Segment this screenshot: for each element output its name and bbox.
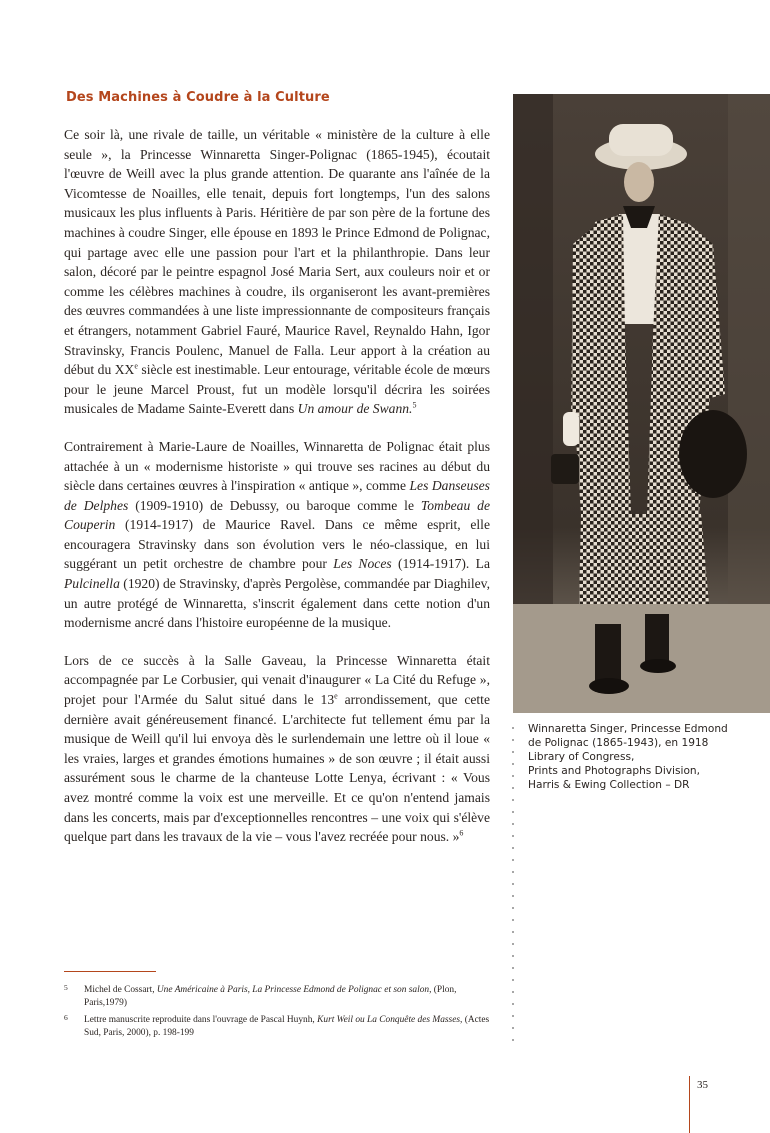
footnote-5: [64, 984, 490, 1010]
text-run: (1920) de Stravinsky, d'après Pergolèse, commandée par Diaghilev, un autre protégé de Winnaretta, s'inscrit également dans cette notion d'un modernisme ancré dans l'histoire européenne de la musique.: [64, 576, 490, 631]
footnote-divider: [64, 971, 156, 972]
portrait-illustration: [513, 94, 770, 713]
text-run: Michel de Cossart,: [84, 985, 157, 995]
footnote-6: [64, 1014, 490, 1040]
text-run: (1909-1910) de Debussy, ou baroque comme le: [128, 497, 421, 513]
page-number-rule: [689, 1076, 690, 1133]
book-title: Kurt Weil ou La Conquête des Masses,: [317, 1015, 463, 1025]
work-title: Les Noces: [333, 556, 392, 572]
text-run: (Actes Sud, Paris, 2000), p. 198-199: [84, 1015, 490, 1038]
text-run: arrondissement, que cette dernière avait généreusement financé. L'architecte fut tellement ému par la musique de Weill qu'il lui envoya dès le surlendemain une lettre où il loue « les vraies, larges et grandes émotions humaines » de son œuvre ; il était aussi assurément sous le charme de la chanteuse Lotte Lenya, écrivant : « Vous avez montré comme la voix est une merveille. Et ce qu'on n'entend jamais dans les concerts, mais par d'exceptionnelles rencontres – une voix qui s'élève quelque part dans les travaux de la vie – vous l'avez recréée pour nous. »: [64, 692, 490, 845]
text-run: (1914-1917) de Maurice Ravel. Dans ce même esprit, elle encouragera Stravinsky dans son évolution vers le néo-classique, en lui suggérant un petit orchestre de chambre pour: [64, 517, 490, 572]
text-run: Contrairement à Marie-Laure de Noailles, Winnaretta de Polignac était plus attachée à un « modernisme historiste » qui trouve ses racines au début du siècle dans certaines œuvres à l'inspiration « antique », comme: [64, 438, 490, 494]
text-run: (Plon, Paris,1979): [84, 985, 457, 1008]
footnote-number: 6: [64, 1013, 68, 1022]
book-title: Un amour de Swann.: [297, 401, 413, 417]
superscript: e: [334, 691, 338, 701]
footnotes: [64, 984, 490, 1044]
paragraph-2: [64, 437, 490, 633]
work-title: Les Danseuses de Delphes: [64, 478, 490, 513]
section-heading: Des Machines à Coudre à la Culture: [66, 90, 330, 105]
superscript: e: [134, 361, 138, 371]
text-run: Ce soir là, une rivale de taille, un véritable « ministère de la culture à elle seule », la Princesse Winnaretta Singer-Polignac (1865-1945), écoutait l'œuvre de Weill avec la plus grande attention. De quarante ans l'aînée de la Vicomtesse de Noailles, elle tenait, depuis fort longtemps, l'un des salons musicaux les plus influents à Paris. Héritière de par son père de la fortune des machines à coudre Singer, elle épouse en 1893 le Prince Edmond de Polignac, qui partage avec elle une passion pour l'art et la philanthropie. Dans leur salon, décoré par le peintre espagnol José Maria Sert, aux couleurs noir et or comme les célèbres machines à coudre, ils organiseront les avant-premières des œuvres commandées à une liste impressionnante de compositeurs français et étrangers, notamment Gabriel Fauré, Maurice Ravel, Reynaldo Hahn, Igor Stravinsky, Francis Poulenc, Manuel de Falla. Leur apport à la création au début du XX: [64, 127, 490, 378]
caption-line: Prints and Photographs Division,: [528, 765, 701, 777]
text-run: Lors de ce succès à la Salle Gaveau, la Princesse Winnaretta était accompagnée par Le Corbusier, qui venait d'inaugurer « La Cité du Refuge », projet pour l'Armée du Salut situé dans le 13: [64, 652, 490, 708]
text-run: siècle est inestimable. Leur entourage, véritable école de mœurs pour le jeune Marcel Proust, fut un modèle lorsqu'il décrira les soirées musicales de Madame Sainte-Everett dans: [64, 362, 490, 417]
caption-line: Library of Congress,: [528, 751, 635, 763]
caption-line: Harris & Ewing Collection – DR: [528, 779, 690, 791]
footnote-ref: 6: [459, 828, 464, 838]
caption-line: de Polignac (1865-1943), en 1918: [528, 737, 709, 749]
portrait-photo: [513, 94, 770, 713]
text-run: Lettre manuscrite reproduite dans l'ouvrage de Pascal Huynh,: [84, 1015, 318, 1025]
page-number: 35: [697, 1079, 708, 1091]
footnote-number: 5: [64, 983, 68, 992]
paragraph-3: [64, 651, 490, 847]
caption-line: Winnaretta Singer, Princesse Edmond: [528, 723, 728, 735]
body-text: [64, 125, 490, 865]
text-run: (1914-1917). La: [391, 556, 490, 572]
work-title: Pulcinella: [64, 576, 120, 592]
paragraph-1: [64, 125, 490, 419]
book-title: Une Américaine à Paris, La Princesse Edmond de Polignac et son salon,: [156, 985, 432, 995]
caption-dotted-line: [511, 722, 515, 1042]
photo-caption: [528, 722, 758, 792]
footnote-ref: 5: [412, 400, 417, 410]
work-title: Tombeau de Couperin: [64, 497, 490, 533]
